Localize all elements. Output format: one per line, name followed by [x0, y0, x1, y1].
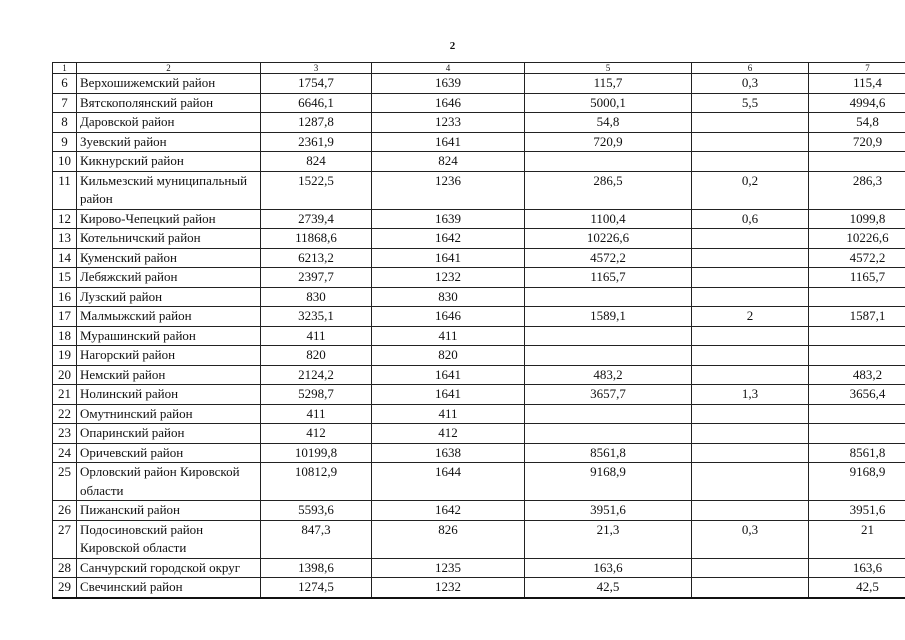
- row-number: 14: [53, 248, 77, 268]
- column-7-value: [809, 346, 905, 366]
- column-4-value: 1639: [372, 74, 525, 94]
- header-cell: 6: [692, 63, 809, 74]
- table-row: [53, 152, 905, 172]
- row-number: 7: [53, 93, 77, 113]
- row-number: 22: [53, 404, 77, 424]
- column-4-value: 1638: [372, 443, 525, 463]
- column-4-value: 1642: [372, 501, 525, 521]
- header-row: [53, 63, 905, 74]
- column-6-value: [692, 463, 809, 501]
- column-6-value: [692, 113, 809, 133]
- column-3-value: 5593,6: [261, 501, 372, 521]
- table-row: [53, 287, 905, 307]
- district-name: Даровской район: [77, 113, 261, 133]
- column-5-value: 42,5: [525, 578, 692, 598]
- district-name: Кикнурский район: [77, 152, 261, 172]
- district-name: Немский район: [77, 365, 261, 385]
- column-4-value: 1232: [372, 578, 525, 598]
- column-5-value: [525, 346, 692, 366]
- district-name: Вятскополянский район: [77, 93, 261, 113]
- table-row: [53, 578, 905, 598]
- column-6-value: [692, 578, 809, 598]
- column-3-value: 2124,2: [261, 365, 372, 385]
- column-6-value: [692, 152, 809, 172]
- column-5-value: 4572,2: [525, 248, 692, 268]
- column-3-value: 412: [261, 424, 372, 444]
- column-5-value: 1165,7: [525, 268, 692, 288]
- column-4-value: 1236: [372, 171, 525, 209]
- column-3-value: 411: [261, 404, 372, 424]
- column-4-value: 1232: [372, 268, 525, 288]
- column-6-value: [692, 558, 809, 578]
- header-cell: 5: [525, 63, 692, 74]
- district-name: Мурашинский район: [77, 326, 261, 346]
- header-cell: 7: [809, 63, 905, 74]
- column-3-value: 10199,8: [261, 443, 372, 463]
- table-row: [53, 307, 905, 327]
- table-row: [53, 520, 905, 558]
- column-4-value: 1639: [372, 209, 525, 229]
- row-number: 20: [53, 365, 77, 385]
- column-7-value: 1165,7: [809, 268, 905, 288]
- column-4-value: 830: [372, 287, 525, 307]
- column-5-value: 286,5: [525, 171, 692, 209]
- column-5-value: 10226,6: [525, 229, 692, 249]
- column-3-value: 411: [261, 326, 372, 346]
- column-6-value: [692, 346, 809, 366]
- column-6-value: [692, 501, 809, 521]
- column-6-value: 2: [692, 307, 809, 327]
- column-5-value: [525, 424, 692, 444]
- column-3-value: 1754,7: [261, 74, 372, 94]
- column-7-value: [809, 152, 905, 172]
- column-3-value: 1522,5: [261, 171, 372, 209]
- column-3-value: 6213,2: [261, 248, 372, 268]
- column-5-value: 5000,1: [525, 93, 692, 113]
- table-row: [53, 132, 905, 152]
- district-name: Санчурский городской округ: [77, 558, 261, 578]
- district-name: Свечинский район: [77, 578, 261, 598]
- column-4-value: 1641: [372, 385, 525, 405]
- data-table: [52, 62, 905, 599]
- column-7-value: [809, 404, 905, 424]
- row-number: 10: [53, 152, 77, 172]
- column-7-value: 8561,8: [809, 443, 905, 463]
- column-5-value: 21,3: [525, 520, 692, 558]
- row-number: 16: [53, 287, 77, 307]
- table-row: [53, 209, 905, 229]
- district-name: Кильмезский муниципальный район: [77, 171, 261, 209]
- row-number: 18: [53, 326, 77, 346]
- district-name: Малмыжский район: [77, 307, 261, 327]
- table-row: [53, 365, 905, 385]
- row-number: 9: [53, 132, 77, 152]
- table-row: [53, 113, 905, 133]
- district-name: Кирово-Чепецкий район: [77, 209, 261, 229]
- column-3-value: 1398,6: [261, 558, 372, 578]
- column-5-value: 54,8: [525, 113, 692, 133]
- column-7-value: 21: [809, 520, 905, 558]
- column-7-value: 1587,1: [809, 307, 905, 327]
- column-7-value: 9168,9: [809, 463, 905, 501]
- column-4-value: 1644: [372, 463, 525, 501]
- table-row: [53, 248, 905, 268]
- column-3-value: 6646,1: [261, 93, 372, 113]
- column-4-value: 1641: [372, 132, 525, 152]
- column-4-value: 1641: [372, 365, 525, 385]
- table-row: [53, 74, 905, 94]
- column-5-value: 1589,1: [525, 307, 692, 327]
- district-name: Котельничский район: [77, 229, 261, 249]
- column-3-value: 10812,9: [261, 463, 372, 501]
- column-4-value: 411: [372, 404, 525, 424]
- district-name: Омутнинский район: [77, 404, 261, 424]
- row-number: 13: [53, 229, 77, 249]
- column-7-value: 720,9: [809, 132, 905, 152]
- column-4-value: 1646: [372, 307, 525, 327]
- column-4-value: 826: [372, 520, 525, 558]
- column-7-value: 4994,6: [809, 93, 905, 113]
- row-number: 6: [53, 74, 77, 94]
- column-5-value: 8561,8: [525, 443, 692, 463]
- column-7-value: 483,2: [809, 365, 905, 385]
- row-number: 26: [53, 501, 77, 521]
- table-row: [53, 385, 905, 405]
- column-6-value: [692, 248, 809, 268]
- district-name: Нагорский район: [77, 346, 261, 366]
- column-6-value: [692, 424, 809, 444]
- table-row: [53, 404, 905, 424]
- table-row: [53, 424, 905, 444]
- district-name: Верхошижемский район: [77, 74, 261, 94]
- column-5-value: 163,6: [525, 558, 692, 578]
- column-6-value: [692, 132, 809, 152]
- district-name: Оричевский район: [77, 443, 261, 463]
- column-4-value: 1233: [372, 113, 525, 133]
- column-5-value: 9168,9: [525, 463, 692, 501]
- row-number: 25: [53, 463, 77, 501]
- table-row: [53, 171, 905, 209]
- row-number: 12: [53, 209, 77, 229]
- column-7-value: [809, 326, 905, 346]
- column-7-value: 3951,6: [809, 501, 905, 521]
- column-3-value: 824: [261, 152, 372, 172]
- column-3-value: 1287,8: [261, 113, 372, 133]
- row-number: 29: [53, 578, 77, 598]
- column-6-value: [692, 443, 809, 463]
- column-6-value: [692, 268, 809, 288]
- column-3-value: 5298,7: [261, 385, 372, 405]
- district-name: Пижанский район: [77, 501, 261, 521]
- table-row: [53, 346, 905, 366]
- column-7-value: 163,6: [809, 558, 905, 578]
- column-4-value: 1235: [372, 558, 525, 578]
- column-3-value: 2397,7: [261, 268, 372, 288]
- row-number: 19: [53, 346, 77, 366]
- column-6-value: 5,5: [692, 93, 809, 113]
- column-3-value: 820: [261, 346, 372, 366]
- column-7-value: 42,5: [809, 578, 905, 598]
- column-6-value: 0,3: [692, 74, 809, 94]
- row-number: 28: [53, 558, 77, 578]
- column-7-value: 115,4: [809, 74, 905, 94]
- column-4-value: 1641: [372, 248, 525, 268]
- table-row: [53, 326, 905, 346]
- column-4-value: 824: [372, 152, 525, 172]
- row-number: 24: [53, 443, 77, 463]
- district-name: Подосиновский район Кировской области: [77, 520, 261, 558]
- table-row: [53, 268, 905, 288]
- header-cell: 1: [53, 63, 77, 74]
- column-5-value: [525, 326, 692, 346]
- column-7-value: 1099,8: [809, 209, 905, 229]
- column-6-value: [692, 404, 809, 424]
- district-name: Нолинский район: [77, 385, 261, 405]
- column-4-value: 412: [372, 424, 525, 444]
- column-7-value: 10226,6: [809, 229, 905, 249]
- column-5-value: 3657,7: [525, 385, 692, 405]
- column-6-value: 1,3: [692, 385, 809, 405]
- column-5-value: 1100,4: [525, 209, 692, 229]
- row-number: 11: [53, 171, 77, 209]
- column-3-value: 830: [261, 287, 372, 307]
- row-number: 23: [53, 424, 77, 444]
- column-5-value: 3951,6: [525, 501, 692, 521]
- column-4-value: 1642: [372, 229, 525, 249]
- row-number: 21: [53, 385, 77, 405]
- district-name: Орловский район Кировской области: [77, 463, 261, 501]
- column-4-value: 1646: [372, 93, 525, 113]
- column-5-value: [525, 287, 692, 307]
- table-row: [53, 558, 905, 578]
- column-6-value: [692, 229, 809, 249]
- header-cell: 3: [261, 63, 372, 74]
- column-6-value: 0,2: [692, 171, 809, 209]
- district-name: Лебяжский район: [77, 268, 261, 288]
- column-6-value: [692, 365, 809, 385]
- column-7-value: 54,8: [809, 113, 905, 133]
- column-3-value: 3235,1: [261, 307, 372, 327]
- column-5-value: [525, 152, 692, 172]
- table-row: [53, 463, 905, 501]
- column-5-value: 115,7: [525, 74, 692, 94]
- district-name: Опаринский район: [77, 424, 261, 444]
- district-name: Куменский район: [77, 248, 261, 268]
- table-row: [53, 229, 905, 249]
- column-3-value: 2739,4: [261, 209, 372, 229]
- table-row: [53, 501, 905, 521]
- table-row: [53, 443, 905, 463]
- column-3-value: 1274,5: [261, 578, 372, 598]
- column-7-value: [809, 424, 905, 444]
- column-7-value: [809, 287, 905, 307]
- column-6-value: [692, 287, 809, 307]
- district-name: Зуевский район: [77, 132, 261, 152]
- column-3-value: 847,3: [261, 520, 372, 558]
- column-6-value: 0,6: [692, 209, 809, 229]
- column-3-value: 2361,9: [261, 132, 372, 152]
- column-7-value: 286,3: [809, 171, 905, 209]
- column-5-value: 720,9: [525, 132, 692, 152]
- district-name: Лузский район: [77, 287, 261, 307]
- row-number: 27: [53, 520, 77, 558]
- header-cell: 4: [372, 63, 525, 74]
- header-cell: 2: [77, 63, 261, 74]
- column-3-value: 11868,6: [261, 229, 372, 249]
- table-row: [53, 93, 905, 113]
- column-7-value: 4572,2: [809, 248, 905, 268]
- row-number: 8: [53, 113, 77, 133]
- row-number: 15: [53, 268, 77, 288]
- column-5-value: 483,2: [525, 365, 692, 385]
- row-number: 17: [53, 307, 77, 327]
- column-6-value: [692, 326, 809, 346]
- column-5-value: [525, 404, 692, 424]
- page-number: 2: [449, 40, 456, 52]
- column-4-value: 411: [372, 326, 525, 346]
- column-6-value: 0,3: [692, 520, 809, 558]
- column-7-value: 3656,4: [809, 385, 905, 405]
- column-4-value: 820: [372, 346, 525, 366]
